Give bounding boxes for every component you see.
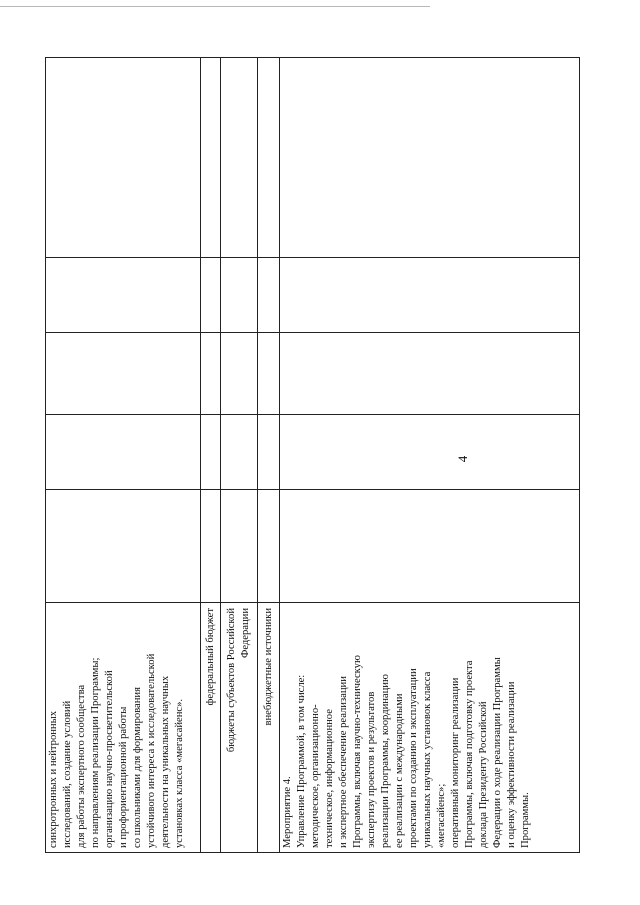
- text-line: для работы экспертного сообщества: [76, 684, 87, 848]
- empty-cell: [221, 58, 258, 258]
- funding-source-federal: [201, 603, 221, 853]
- empty-cell: [201, 415, 221, 490]
- activity-4-description: [281, 607, 533, 848]
- text-line: устойчивого интереса к исследовательской: [146, 653, 157, 848]
- table-row: [46, 58, 201, 853]
- funding-source-extrabudgetary: [258, 603, 280, 853]
- empty-cell: [46, 333, 201, 415]
- rotated-table-page: [45, 58, 580, 853]
- text-line: методическое, организационно-: [310, 704, 321, 848]
- text-line: Программы, включая подготовку проекта: [464, 660, 475, 848]
- text-line: федеральный бюджет: [204, 608, 216, 706]
- text-line: и оценку эффективности реализации: [506, 681, 517, 848]
- text-line: внебюджетные источники: [262, 608, 274, 726]
- text-line: Мероприятие 4.: [282, 776, 293, 848]
- empty-cell: [280, 415, 580, 490]
- text-line: организацию научно-просветительской: [104, 670, 115, 848]
- empty-cell: [221, 490, 258, 603]
- text-line: установках класса «мегасайенс».: [174, 698, 185, 848]
- table-row: [221, 58, 258, 853]
- page-number: 4: [455, 455, 470, 463]
- top-rule: [0, 6, 430, 7]
- empty-cell: [258, 58, 280, 258]
- empty-cell: [46, 490, 201, 603]
- empty-cell: [221, 415, 258, 490]
- empty-cell: [46, 58, 201, 258]
- text-line: оперативный мониторинг реализации: [450, 677, 461, 848]
- empty-cell: [258, 258, 280, 333]
- empty-cell: [201, 333, 221, 415]
- text-line: синхротронных и нейтронных: [48, 710, 59, 848]
- empty-cell: [280, 490, 580, 603]
- table-row: [201, 58, 221, 853]
- text-line: деятельности на уникальных научных: [160, 675, 171, 848]
- text-line: Программы, включая научно-техническую: [352, 655, 363, 848]
- activity-4-cell: [280, 603, 580, 853]
- program-table: [45, 57, 580, 853]
- text-line: доклада Президенту Российской: [478, 701, 489, 848]
- empty-cell: [221, 333, 258, 415]
- text-line: экспертизу проектов и результатов: [366, 691, 377, 848]
- text-line: техническое, информационное: [324, 709, 335, 848]
- empty-cell: [280, 58, 580, 258]
- empty-cell: [280, 333, 580, 415]
- text-line: по направлениям реализации Программы;: [90, 657, 101, 848]
- text-line: бюджеты субъектов Российской: [226, 608, 237, 753]
- text-line: Федерации: [240, 608, 251, 659]
- empty-cell: [201, 490, 221, 603]
- text-line: Федерации о ходе реализации Программы: [492, 657, 503, 848]
- table-row: [258, 58, 280, 853]
- empty-cell: [201, 258, 221, 333]
- text-line: Управление Программой, в том числе:: [296, 674, 307, 848]
- funding-source-regional: [221, 603, 258, 853]
- text-line: уникальных научных установок класса: [422, 671, 433, 848]
- activity-description: [47, 607, 187, 848]
- activity-description-cell: [46, 603, 201, 853]
- text-line: реализации Программы, координацию: [380, 674, 391, 848]
- text-line: и профориентационной работы: [118, 706, 129, 848]
- text-line: ее реализации с международными: [394, 693, 405, 848]
- table-row: [280, 58, 580, 853]
- empty-cell: [258, 333, 280, 415]
- text-line: Программы.: [520, 792, 531, 848]
- empty-cell: [258, 490, 280, 603]
- empty-cell: [258, 415, 280, 490]
- empty-cell: [46, 258, 201, 333]
- text-line: «мегасайенс»;: [436, 783, 447, 848]
- text-line: проектами по созданию и эксплуатации: [408, 668, 419, 848]
- empty-cell: [201, 58, 221, 258]
- text-line: исследований, создание условий: [62, 700, 73, 848]
- empty-cell: [221, 258, 258, 333]
- empty-cell: [46, 415, 201, 490]
- text-line: со школьниками для формирования: [132, 687, 143, 848]
- empty-cell: [280, 258, 580, 333]
- text-line: и экспертное обеспечение реализации: [338, 676, 349, 848]
